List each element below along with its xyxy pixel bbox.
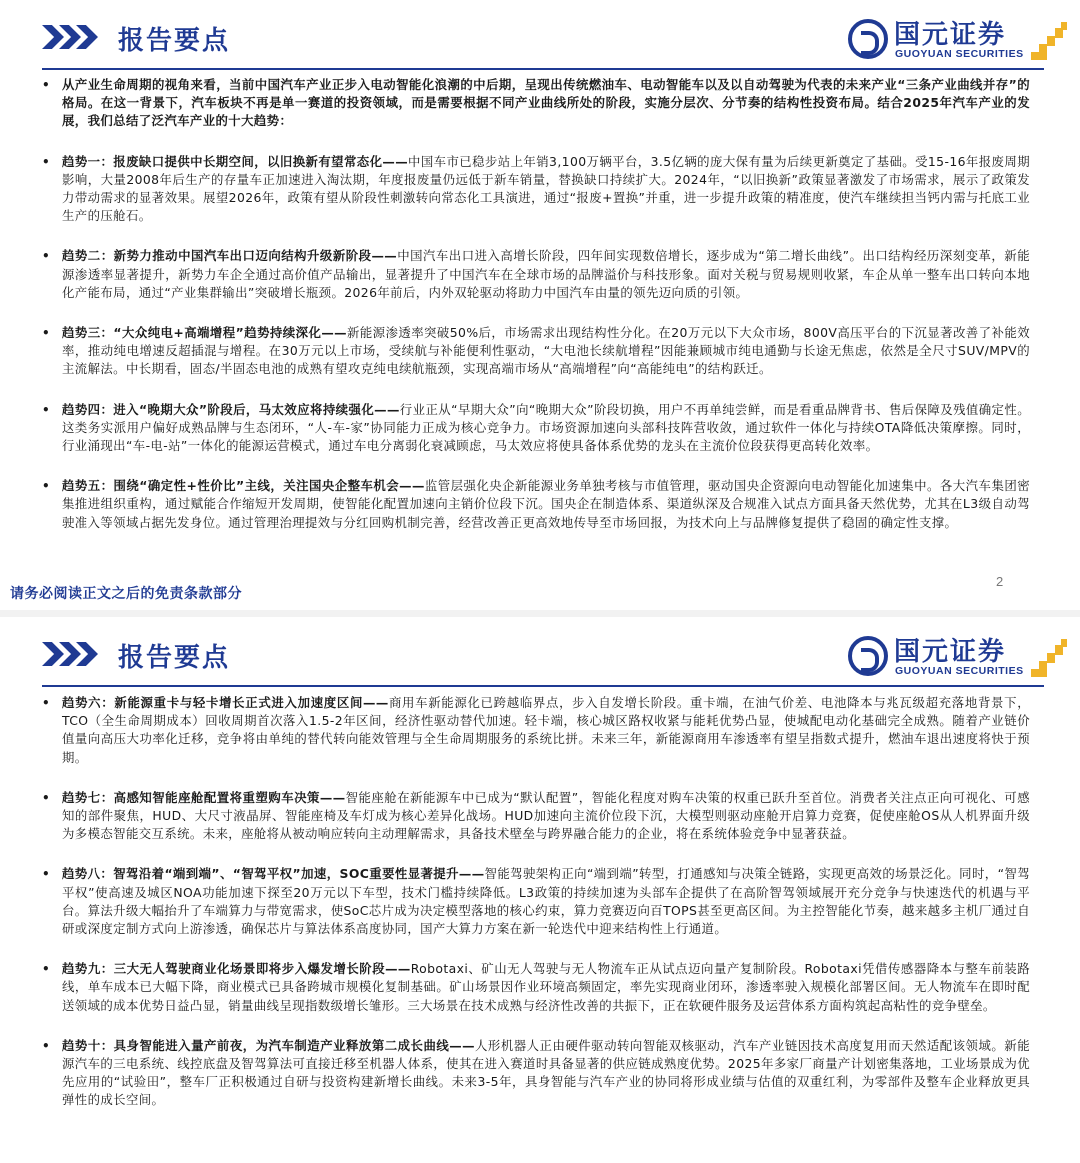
trend-text: 中国车市已稳步站上年销3,100万辆平台，3.5亿辆的庞大保有量为后续更新奠定了基础。受15-16年报废周期影响，大量2008年后生产的存量车正加速进入淘汰期，年度报废量仍远低于新车销量，替换缺口持续扩大。2024年，“以旧换新”政策显著激发了市场需求，展示了政策发力带动需求的显著效果。展望2026年，政策有望从阶段性刺激转向常态化工具演进，通过“报废+置换”并重，进一步提升政策的精准度，使汽车继续担当钙内需与托底工业生产的压舱石。 xyxy=(62,153,1030,224)
logo-emblem-icon xyxy=(848,636,888,676)
page-content xyxy=(40,76,1030,554)
bullet: • xyxy=(42,78,51,92)
bullet: • xyxy=(42,867,51,882)
logo-name-en: GUOYUAN SECURITIES xyxy=(895,48,1024,60)
trend-text: 智能座舱在新能源车中已成为“默认配置”，智能化程度对购车决策的权重已跃升至首位。消费者关注点正向可视化、可感知的部件聚焦，HUD、大尺寸液晶屏、智能座椅及车灯成为核心差异化战场。HUD加速向主流价位段下沉，大模型则驱动座舱开启算力竞赛，促使座舱OS从人机界面升级为多模态智能交互系统。未来，座舱将从被动响应转向主动理解需求，具备技术壁垒与跨界融合能力的企业，将在系统体验竞争中显著获益。 xyxy=(62,789,1030,842)
chevron-arrows-icon xyxy=(42,25,93,49)
trend-paragraph xyxy=(40,401,1030,456)
logo-emblem-icon xyxy=(848,19,888,59)
trend-text: 新能源渗透率突破50%后，市场需求出现结构性分化。在20万元以下大众市场，800V高压平台的下沉显著改善了补能效率，推动纯电增速反超插混与增程。在30万元以上市场，受续航与补能便利性驱动，“大电池长续航增程”因能兼顾城市纯电通勤与长途无焦虑，依然是全尺寸SUV/MPV的主流解法。中长期看，固态/半固态电池的成熟有望攻克纯电续航瓶颈，实现高端市场从“高端增程”向“高能纯电”的结构跃迁。 xyxy=(62,325,1030,377)
trend-heading: 趋势七：高感知智能座舱配置将重塑购车决策—— xyxy=(62,789,346,805)
bullet: • xyxy=(42,249,51,264)
trend-paragraph xyxy=(40,960,1030,1015)
company-logo xyxy=(848,16,1068,68)
trend-paragraph xyxy=(40,865,1030,938)
page-header xyxy=(0,14,1080,70)
bullet: • xyxy=(42,402,51,417)
intro-text: 从产业生命周期的视角来看，当前中国汽车产业正步入电动智能化浪潮的中后期，呈现出传统燃油车、电动智能车以及以自动驾驶为代表的未来产业“三条产业曲线并存”的格局。在这一背景下，汽车板块不再是单一赛道的投资领域，而是需要根据不同产业曲线所处的阶段，实施分层次、分节奏的结构性投资布局。结合2025年汽车产业的发展，我们总结了泛汽车产业的十大趋势： xyxy=(62,77,1030,129)
trend-heading: 趋势二：新势力推动中国汽车出口迈向结构升级新阶段—— xyxy=(62,248,398,264)
intro-paragraph xyxy=(40,76,1030,131)
bullet: • xyxy=(42,962,51,977)
trend-heading: 趋势一：报废缺口提供中长期空间，以旧换新有望常态化—— xyxy=(62,153,409,169)
trend-paragraph xyxy=(40,477,1030,532)
logo-steps-icon xyxy=(1031,639,1067,679)
page-separator xyxy=(0,610,1080,617)
section-title: 报告要点 xyxy=(118,643,231,673)
bullet: • xyxy=(42,479,51,494)
page-header xyxy=(0,631,1080,687)
trend-heading: 趋势九：三大无人驾驶商业化场景即将步入爆发增长阶段—— xyxy=(62,961,411,977)
bullet: • xyxy=(42,1038,51,1053)
logo-steps-icon xyxy=(1031,22,1067,62)
trend-text: 商用车新能源化已跨越临界点，步入自发增长阶段。重卡端，在油气价差、电池降本与兆瓦级超充落地背景下，TCO（全生命周期成本）回收周期首次落入1.5-2年区间，经济性驱动替代加速。轻卡端，核心城区路权收紧与能耗优势凸显，使城配电动化基础完全成熟。随着产业链价值量向高压大功率化迁移，竞争将由单纯的替代转向能效管理与全生命周期服务的系统比拼。未来三年，新能源商用车渗透率有望呈指数式提升，燃油车退出速度将快于预期。 xyxy=(62,695,1031,765)
trend-heading: 趋势八：智驾沿着“端到端”、“智驾平权”加速，SOC重要性显著提升—— xyxy=(62,866,485,882)
trend-heading: 趋势五：围绕“确定性+性价比”主线，关注国央企整车机会—— xyxy=(62,478,425,494)
trend-text: 行业正从“早期大众”向“晚期大众”阶段切换，用户不再单纯尝鲜，而是看重品牌背书、售后保障及残值确定性。这类务实派用户偏好成熟品牌与生态闭环，“人-车-家”协同能力正成为核心竞争力。市场资源加速向头部科技阵营收敛，通过软件一体化与持续OTA降低决策摩擦。同时，行业涌现出“车-电-站”一体化的能源运营模式，通过车电分离弱化衰减顾虑，马太效应将使具备体系优势的龙头在主流价位段获得更高转化效率。 xyxy=(62,401,1030,454)
section-title: 报告要点 xyxy=(118,26,231,56)
page-content xyxy=(40,694,1030,1132)
trend-heading: 趋势三：“大众纯电+高端增程”趋势持续深化—— xyxy=(62,325,347,341)
bullet: • xyxy=(42,696,51,710)
logo-name-cn: 国元证券 xyxy=(894,20,1007,50)
trend-heading: 趋势六：新能源重卡与轻卡增长正式进入加速度区间—— xyxy=(62,695,389,710)
page-number: 2 xyxy=(996,574,1004,589)
trend-paragraph xyxy=(40,789,1030,844)
bullet: • xyxy=(42,790,51,805)
trend-paragraph xyxy=(40,694,1030,767)
bullet: • xyxy=(42,154,51,169)
trend-text: 中国汽车出口进入高增长阶段，四年间实现数倍增长，逐步成为“第二增长曲线”。出口结构经历深刻变革，新能源渗透率显著提升，新势力车企全通过高价值产品输出，显著提升了中国汽车在全球市场的品牌溢价与科技形象。面对关税与贸易规则收紧，车企从单一整车出口转向本地化产能布局，通过“产业集群输出”突破增长瓶颈。2026年前后，内外双轮驱动将助力中国汽车由量的领先迈向质的引领。 xyxy=(62,248,1030,300)
disclaimer-footer: 请务必阅读正文之后的免责条款部分 xyxy=(10,586,242,602)
trend-paragraph xyxy=(40,153,1030,226)
logo-name-en: GUOYUAN SECURITIES xyxy=(895,665,1024,677)
trend-text: Robotaxi、矿山无人驾驶与无人物流车正从试点迈向量产复制阶段。Robotaxi凭借传感器降本与整车前装路线，单车成本已大幅下降，商业模式已具备跨城市规模化复制基础。矿山场景因作业环境高频固定，率先实现商业闭环，渗透率驶入规模化部署区间。无人物流车在即时配送领域的成本优势日益凸显，销量曲线呈现指数级增长雏形。三大场景在技术成熟与经济性改善的共振下，正在软硬件服务及运营体系方面构筑起高粘性的竞争壁垒。 xyxy=(62,961,1030,1013)
header-divider xyxy=(42,68,1044,70)
trend-paragraph xyxy=(40,324,1030,379)
bullet: • xyxy=(42,326,51,341)
header-divider xyxy=(42,685,1044,687)
trend-paragraph xyxy=(40,247,1030,302)
report-page-2 xyxy=(0,617,1080,1163)
logo-name-cn: 国元证券 xyxy=(894,637,1007,667)
trend-text: 监管层强化央企新能源业务单独考核与市值管理，驱动国央企资源向电动智能化加速集中。各大汽车集团密集推进组织重构，通过赋能合作缩短开发周期，使智能化配置加速向主销价位段下沉。国央企在制造体系、渠道纵深及合规准入试点方面具备天然优势，尤其在L3级自动驾驶准入等领域占据先发身位。通过管理治理提效与分红回购机制完善，经营改善正更高效地传导至市场回报，为技术向上与品牌修复提供了稳固的确定性支撑。 xyxy=(62,478,1030,530)
trend-heading: 趋势十：具身智能进入量产前夜，为汽车制造产业释放第二成长曲线—— xyxy=(62,1037,475,1053)
chevron-arrows-icon xyxy=(42,642,93,666)
trend-heading: 趋势四：进入“晚期大众”阶段后，马太效应将持续强化—— xyxy=(62,401,400,417)
trend-paragraph xyxy=(40,1037,1030,1110)
trend-text: 人形机器人正由硬件驱动转向智能双核驱动，汽车产业链因技术高度复用而天然适配该领域。新能源汽车的三电系统、线控底盘及智驾算法可直接迁移至机器人体系，使其在进入赛道时具备显著的供应链成熟度优势。2025年多家厂商量产计划密集落地，工业场景成为优先应用的“试验田”，整车厂正积极通过自研与投资构建新增长曲线。未来3-5年，具身智能与汽车产业的协同将形成业绩与估值的双重红利，为零部件及整车企业释放更具弹性的成长空间。 xyxy=(62,1037,1030,1108)
company-logo xyxy=(848,633,1068,685)
trend-text: 智能驾驶架构正向“端到端”转型，打通感知与决策全链路，实现更高效的场景泛化。同时，“智驾平权”使高速及城区NOA功能加速下探至20万元以下车型，技术门槛持续降低。L3政策的持续加速为头部车企提供了在高阶智驾领域展开充分竞争与快速迭代的机遇与平台。算法升级大幅抬升了车端算力与带宽需求，使SoC芯片成为决定模型落地的核心约束，算力竞赛迈向百TOPS甚至更高区间。为主控智能化节奏，越来越多主机厂通过自研或深度定制方式向上游渗透，确保芯片与算法体系高度协同，国产大算力方案在新一轮迭代中迎来结构性上行通道。 xyxy=(62,866,1031,937)
